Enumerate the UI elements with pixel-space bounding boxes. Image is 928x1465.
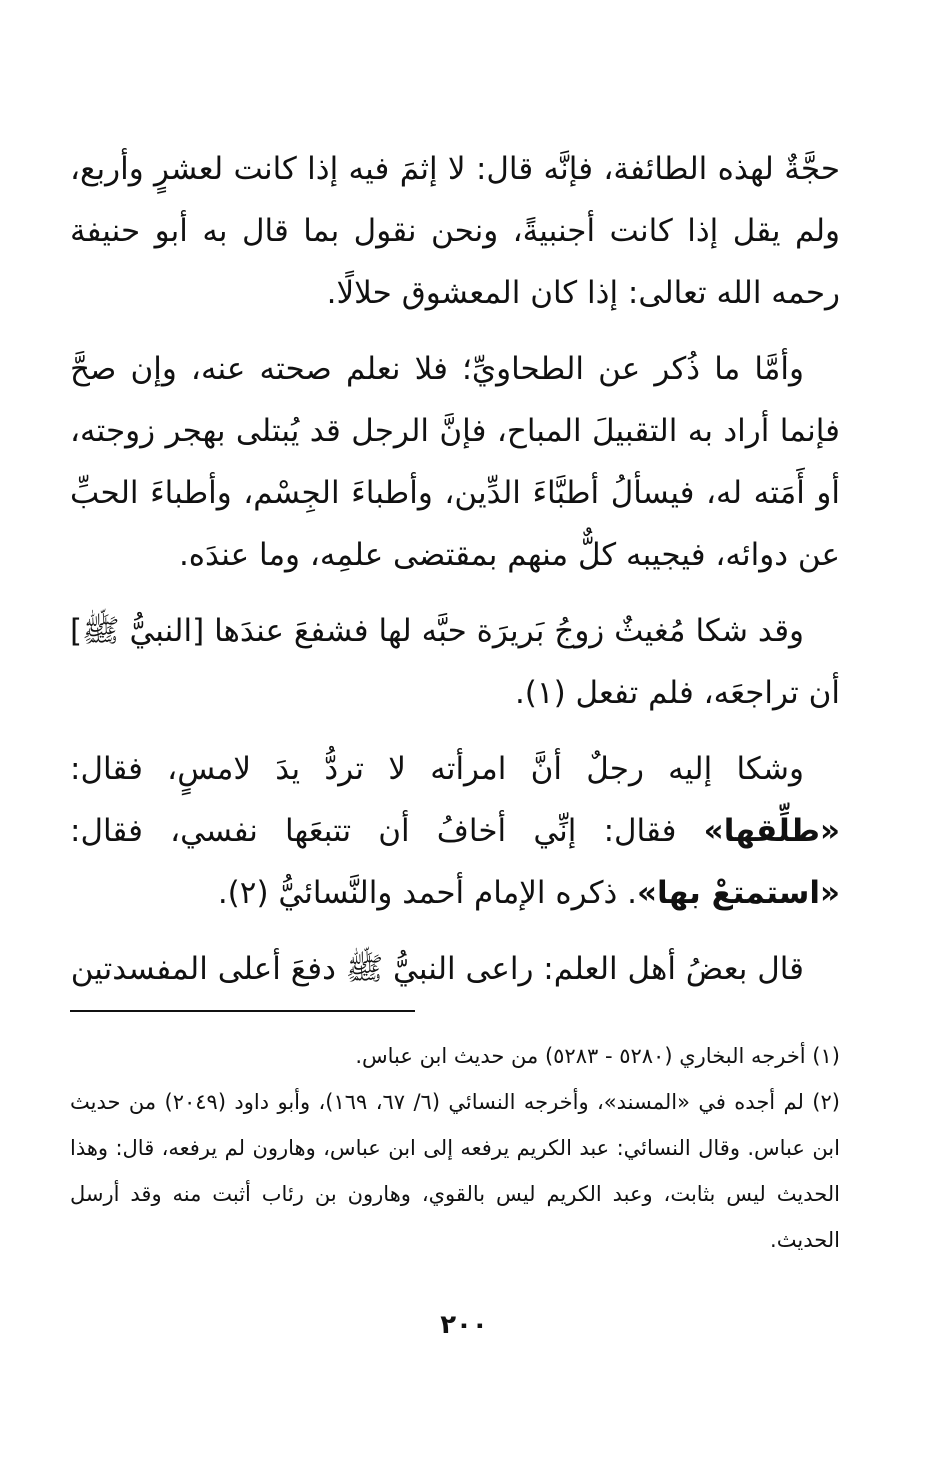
paragraph-1: حجَّةٌ لهذه الطائفة، فإنَّه قال: لا إثمَ فيه إذا كانت لعشرٍ وأربع، ولم يقل إذا كانت أجنبيةً، ونحن نقول بما قال به أبو حنيفة رحمه الله تعالى: إذا كان المعشوق حلالًا. (70, 151, 840, 311)
paragraph-4 (70, 738, 840, 924)
footnote-1: (١) أخرجه البخاري (٥٢٨٠ - ٥٢٨٣) من حديث ابن عباس. (355, 1044, 840, 1068)
footnote-2: (٢) لم أجده في «المسند»، وأخرجه النسائي (٦/ ٦٧، ١٦٩)، وأبو داود (٢٠٤٩) من حديث ابن عباس. وقال النسائي: عبد الكريم يرفعه إلى ابن عباس، وهارون لم يرفعه، قال: وهذا الحديث ليس بثابت، وعبد الكريم ليس بالقوي، وهارون بن رئاب أثبت منه وقد أرسل الحديث. (70, 1090, 840, 1252)
paragraph-5: قال بعضُ أهل العلم: راعى النبيُّ ﷺ دفعَ أعلى المفسدتين (70, 951, 804, 987)
footnotes (70, 1033, 840, 1263)
footnote-divider (70, 1010, 415, 1012)
page-number: ٢٠٠ (440, 1310, 488, 1340)
paragraph-3: وقد شكا مُغيثٌ زوجُ بَريرَة حبَّه لها فشفعَ عندَها [النبيُّ ﷺ] أن تراجعَه، فلم تفعل (١). (70, 613, 840, 711)
main-text (70, 138, 840, 1014)
quote-istamti: «استمتعْ بها» (637, 875, 840, 911)
paragraph-4-text-end: . ذكره الإمام أحمد والنَّسائيُّ (٢). (217, 875, 638, 911)
paragraph-4-text-start: وشكا إليه رجلٌ أنَّ امرأته لا تردُّ يدَ لامسٍ، فقال: (70, 751, 804, 787)
paragraph-4-text-middle: فقال: إنِّي أخافُ أن تتبعَها نفسي، فقال: (70, 813, 704, 849)
paragraph-2: وأمَّا ما ذُكر عن الطحاويِّ؛ فلا نعلم صحته عنه، وإن صحَّ فإنما أراد به التقبيلَ المباح، فإنَّ الرجل قد يُبتلى بهجر زوجته، أو أَمَته له، فيسألُ أطبَّاءَ الدِّين، وأطباءَ الجِسْم، وأطباءَ الحبِّ عن دوائه، فيجيبه كلٌّ منهم بمقتضى علمِه، وما عندَه. (70, 351, 840, 573)
quote-tallaqha: «طلِّقها» (703, 813, 840, 849)
